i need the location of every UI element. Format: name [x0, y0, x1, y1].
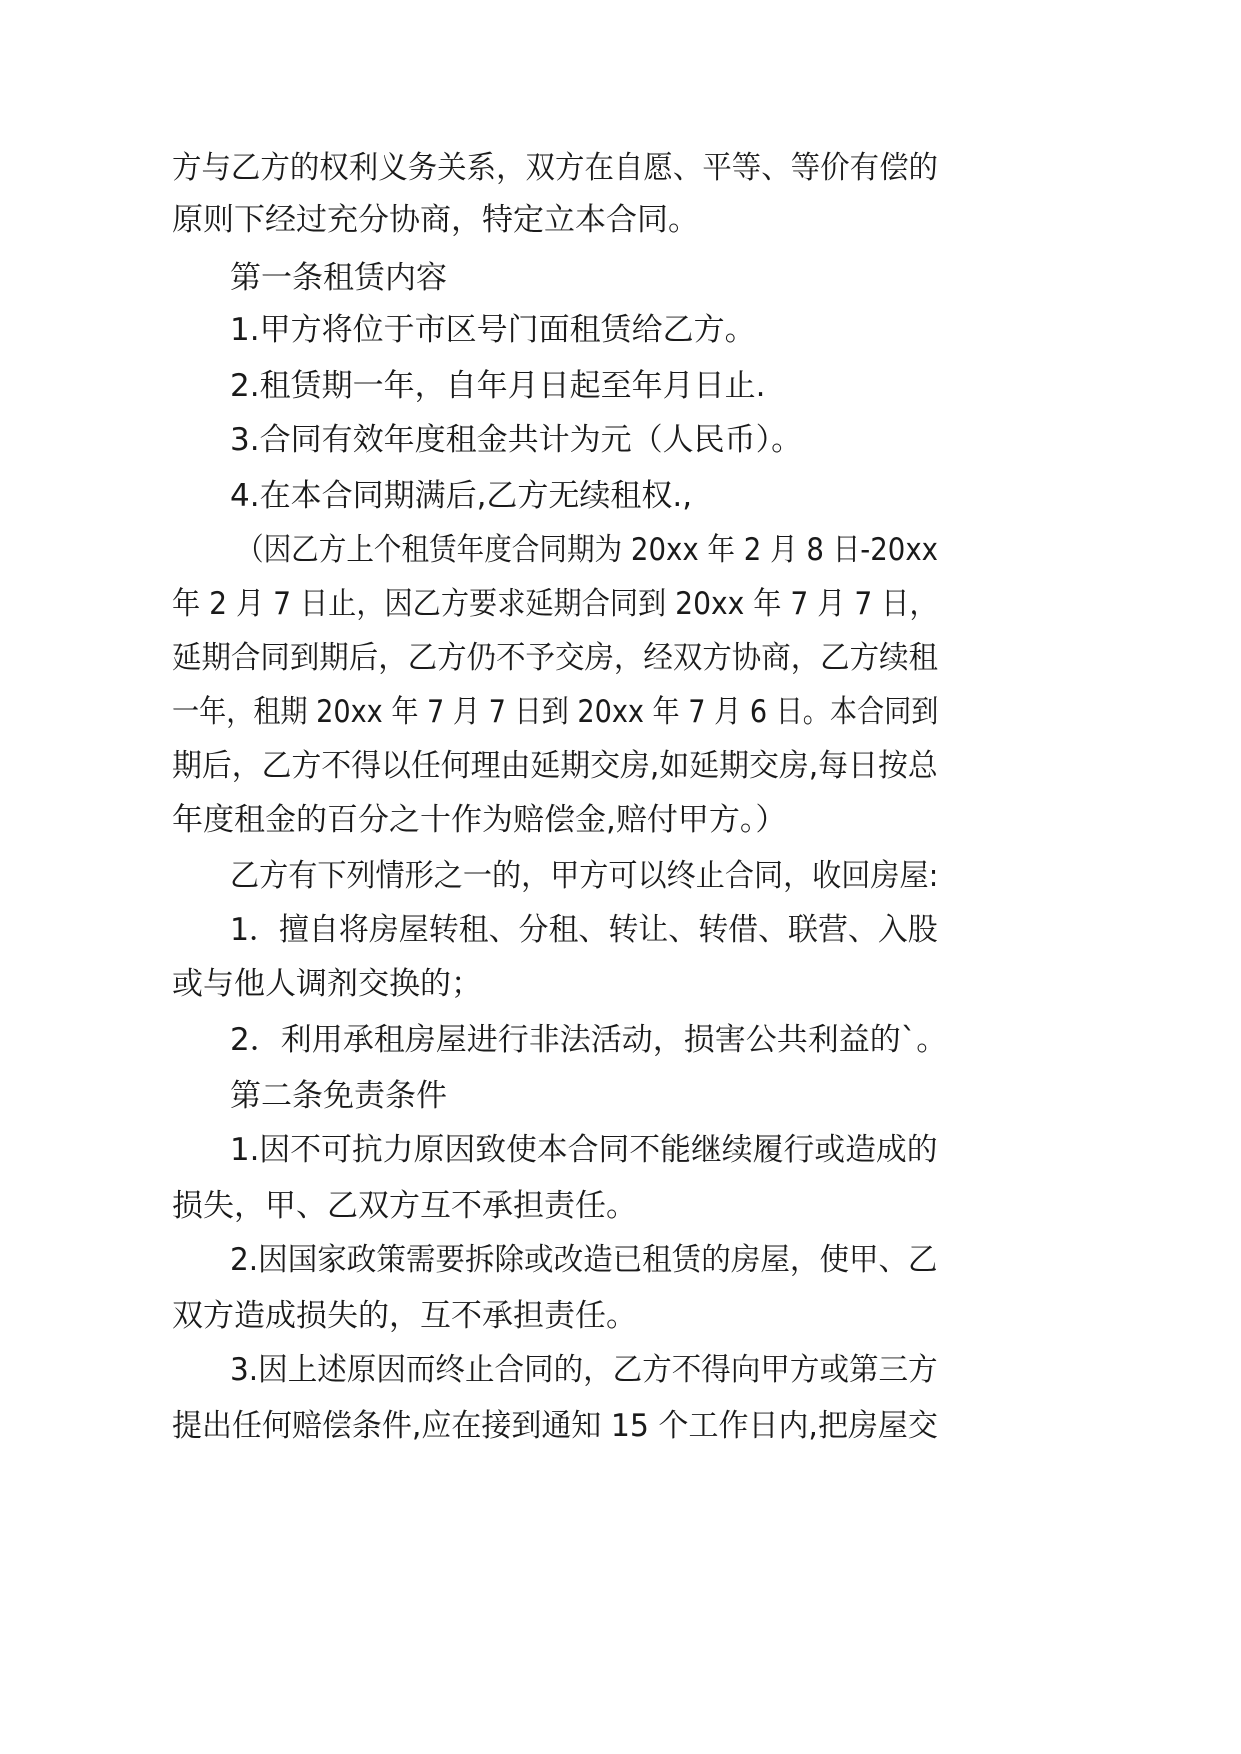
section-heading: 第二条免责条件: [230, 1078, 447, 1114]
clause-item: 4.在本合同期满后,乙方无续租权.,: [230, 478, 693, 514]
clause-item: 1.甲方将位于市区号门面租赁给乙方。: [230, 312, 756, 348]
text-line: 损失，甲、乙双方互不承担责任。: [172, 1188, 637, 1224]
text-line: 提出任何赔偿条件,应在接到通知 15 个工作日内,把房屋交: [172, 1408, 938, 1444]
clause-item: 1.因不可抗力原因致使本合同不能继续履行或造成的: [230, 1132, 938, 1168]
clause-item: 1．擅自将房屋转租、分租、转让、转借、联营、入股: [230, 912, 938, 948]
clause-item: 2．利用承租房屋进行非法活动，损害公共利益的`。: [230, 1022, 948, 1058]
text-line: 一年，租期 20xx 年 7 月 7 日到 20xx 年 7 月 6 日。本合同到: [172, 694, 939, 730]
text-line: 乙方有下列情形之一的，甲方可以终止合同，收回房屋:: [230, 858, 939, 894]
clause-item: 3.合同有效年度租金共计为元（人民币）。: [230, 422, 803, 458]
clause-item: 3.因上述原因而终止合同的，乙方不得向甲方或第三方: [230, 1352, 938, 1388]
text-line: 双方造成损失的，互不承担责任。: [172, 1298, 637, 1334]
clause-item: 2.因国家政策需要拆除或改造已租赁的房屋，使甲、乙: [230, 1242, 938, 1278]
text-line: （因乙方上个租赁年度合同期为 20xx 年 2 月 8 日-20xx: [236, 532, 939, 568]
text-line: 延期合同到期后，乙方仍不予交房，经双方协商，乙方续租: [172, 640, 939, 676]
text-line: 原则下经过充分协商，特定立本合同。: [172, 202, 699, 238]
clause-item: 2.租赁期一年，自年月日起至年月日止.: [230, 368, 766, 404]
text-line: 或与他人调剂交换的；: [172, 966, 482, 1002]
text-line: 年度租金的百分之十作为赔偿金,赔付甲方。）: [172, 802, 787, 838]
text-line: 期后，乙方不得以任何理由延期交房,如延期交房,每日按总: [172, 748, 938, 784]
text-line: 方与乙方的权利义务关系，双方在自愿、平等、等价有偿的: [172, 150, 939, 186]
text-line: 年 2 月 7 日止，因乙方要求延期合同到 20xx 年 7 月 7 日，: [172, 586, 938, 622]
section-heading: 第一条租赁内容: [230, 260, 447, 296]
